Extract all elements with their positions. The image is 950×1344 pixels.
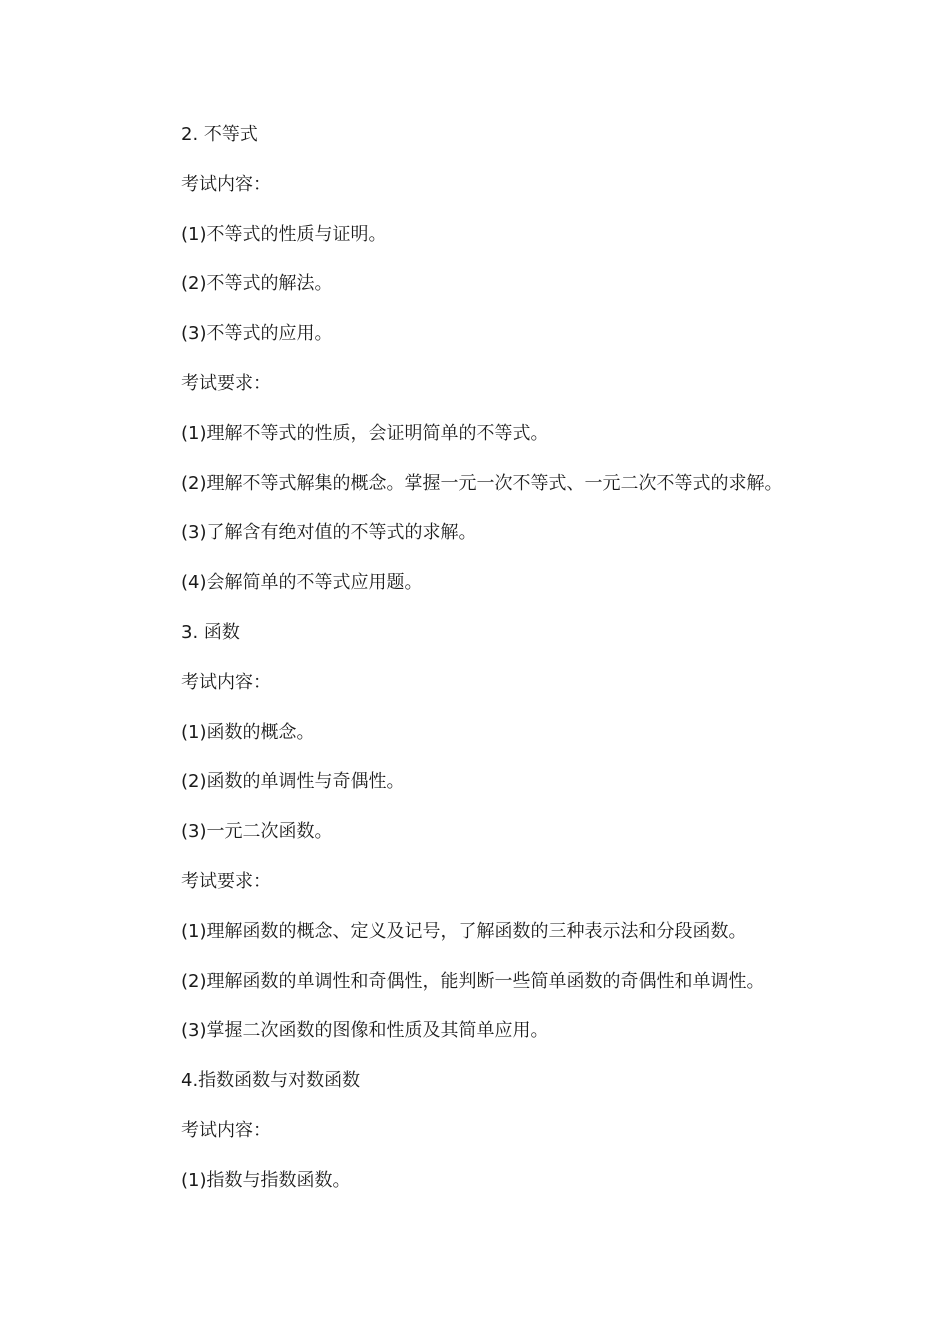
list-item: (1)不等式的性质与证明。 (181, 223, 387, 245)
section-heading-inequality: 2. 不等式 (181, 124, 258, 145)
exam-content-label: 考试内容： (181, 1119, 271, 1141)
list-item: (3)掌握二次函数的图像和性质及其简单应用。 (181, 1020, 549, 1042)
exam-content-label: 考试内容： (181, 173, 271, 195)
section-heading-exponential-logarithmic: 4.指数函数与对数函数 (181, 1070, 361, 1092)
list-item: (1)指数与指数函数。 (181, 1169, 351, 1191)
list-item: (2)不等式的解法。 (181, 273, 333, 295)
list-item: (3)一元二次函数。 (181, 821, 333, 843)
list-item: (2)函数的单调性与奇偶性。 (181, 771, 405, 793)
list-item: (4)会解简单的不等式应用题。 (181, 572, 423, 594)
list-item: (2)理解不等式解集的概念。掌握一元一次不等式、一元二次不等式的求解。 (181, 472, 783, 494)
list-item: (3)了解含有绝对值的不等式的求解。 (181, 522, 477, 544)
list-item: (3)不等式的应用。 (181, 323, 333, 345)
list-item: (1)理解函数的概念、定义及记号，了解函数的三种表示法和分段函数。 (181, 920, 747, 942)
section-heading-function: 3. 函数 (181, 621, 240, 643)
list-item: (2)理解函数的单调性和奇偶性，能判断一些简单函数的奇偶性和单调性。 (181, 970, 765, 992)
exam-requirements-label: 考试要求： (181, 372, 271, 394)
document-body (181, 122, 881, 1218)
exam-content-label: 考试内容： (181, 671, 271, 693)
exam-requirements-label: 考试要求： (181, 870, 271, 892)
list-item: (1)函数的概念。 (181, 721, 315, 743)
list-item: (1)理解不等式的性质，会证明简单的不等式。 (181, 422, 549, 444)
